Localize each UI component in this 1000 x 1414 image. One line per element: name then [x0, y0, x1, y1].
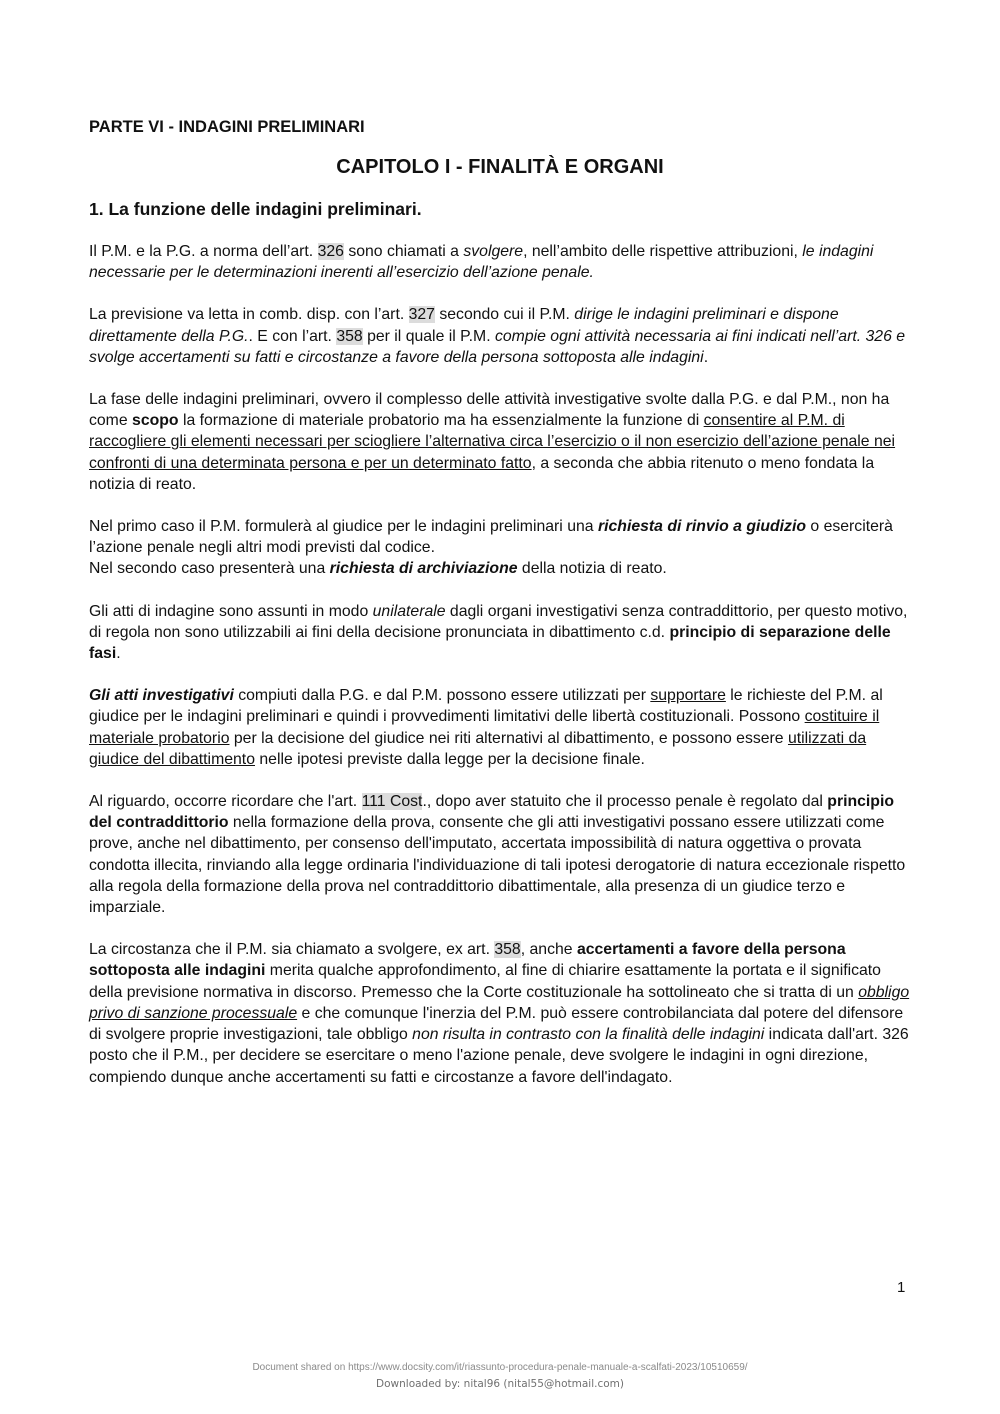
- text: nella formazione della prova, consente che gli atti investigativi possano essere utilizzati come prove, anche nel dibattimento, per consenso dell'imputato, accertata impossibilità di natura oggettiva o provata condotta illecita, rinviando alla legge ordinaria l'individuazione di tali ipotesi derogatorie di natura eccezionale rispetto alla regola della formazione della prova nel contraddittorio dibattimentale, alla presenza di un giudice terzo e imparziale.: [89, 814, 906, 917]
- underlined-text: costituire il materiale probatorio: [89, 708, 880, 747]
- text: , nell’ambito delle rispettive attribuzioni,: [523, 243, 803, 260]
- italic-text: non risulta in contrasto con la finalità delle indagini: [412, 1026, 765, 1044]
- paragraph-9: [89, 939, 911, 1087]
- part-heading: PARTE VI - INDAGINI PRELIMINARI: [89, 118, 365, 136]
- bold-italic-text: Gli atti investigativi: [89, 687, 234, 705]
- paragraph-8: [89, 791, 911, 918]
- text: .: [703, 348, 709, 366]
- bold-text: accertamenti a favore della persona sottoposta alle indagini: [89, 941, 846, 980]
- bold-italic-text: richiesta di rinvio a giudizio: [597, 518, 806, 536]
- text: la formazione di materiale probatorio ma ha essenzialmente la funzione di: [178, 412, 704, 430]
- text: . E con l’art.: [248, 327, 337, 345]
- text: per il quale il P.M.: [362, 327, 495, 345]
- text: Al riguardo, occorre ricordare che l'art.: [89, 793, 362, 811]
- paragraph-6: [89, 601, 911, 665]
- italic-text: unilaterale: [372, 602, 446, 620]
- text: La circostanza che il P.M. sia chiamato a svolgere, ex art.: [89, 941, 495, 959]
- chapter-heading: CAPITOLO I - FINALITÀ E ORGANI: [336, 156, 664, 178]
- text: Gli atti di indagine sono assunti in modo: [89, 602, 373, 620]
- paragraph-2: [89, 304, 911, 368]
- footer-shared-link: Document shared on https://www.docsity.com/it/riassunto-procedura-penale-manuale-a-scalfati-2023/10510659/: [252, 1362, 748, 1373]
- text: , a seconda che abbia ritenuto o meno fondata la notizia di reato.: [89, 454, 875, 493]
- article-ref-358: 358: [494, 941, 521, 959]
- text: le richieste del P.M. al giudice per le indagini preliminari e quindi i provvedimenti limitativi delle libertà costituzionali. Possono: [89, 687, 883, 726]
- bold-text: scopo: [132, 412, 179, 430]
- article-ref-358: 358: [336, 327, 363, 345]
- text: per la decisione del giudice nei riti alternativi al dibattimento, e possono essere: [229, 729, 788, 747]
- document-page: [89, 118, 911, 1109]
- text: La previsione va letta in comb. disp. con l’art.: [89, 306, 409, 324]
- underlined-text: consentire al P.M. di raccogliere gli elementi necessari per sciogliere l’alternativa circa l’esercizio o il non esercizio dell’azione penale nei confronti di una determinata persona e per un determinato fatto: [89, 412, 896, 472]
- italic-text: le indagini necessarie per le determinazioni inerenti all’esercizio dell’azione penale.: [89, 243, 874, 282]
- bold-text: principio del contraddittorio: [89, 793, 894, 832]
- footer-downloaded-by: Downloaded by: nital96 (nital55@hotmail.com): [376, 1378, 624, 1390]
- text: sono chiamati a: [343, 243, 464, 260]
- article-ref-326: 326: [317, 243, 344, 260]
- italic-text: compie ogni attività necessaria ai fini indicati nell’art. 326 e svolge accertamenti su fatti e circostanze a favore della persona sottoposta alle indagini: [89, 327, 906, 366]
- paragraph-3: [89, 389, 911, 495]
- text: indicata dall'art. 326 posto che il P.M., per decidere se esercitare o meno l'azione penale, deve svolgere le indagini in ogni direzione, compiendo dunque anche accertamenti su fatti e circostanze a favore dell'indagato.: [89, 1026, 909, 1086]
- paragraph-7: [89, 685, 911, 770]
- paragraph-1: [89, 241, 911, 283]
- article-ref-111-cost: 111 Cost: [361, 793, 423, 811]
- text: secondo cui il P.M.: [434, 306, 575, 324]
- paragraph-5: [89, 558, 911, 579]
- page-number: 1: [897, 1279, 906, 1296]
- text: e che comunque l'inerzia del P.M. può essere controbilanciata dal potere del difensore di svolgere proprie investigazioni, tale obbligo: [89, 1004, 904, 1044]
- paragraph-4: [89, 516, 911, 558]
- text: o eserciterà l’azione penale negli altri modi previsti dal codice.: [89, 518, 893, 557]
- article-ref-327: 327: [408, 306, 435, 324]
- text: dagli organi investigativi senza contraddittorio, per questo motivo, di regola non sono utilizzabili ai fini della decisione pronunciata in dibattimento c.d.: [89, 602, 908, 641]
- bold-text: principio di separazione delle fasi: [89, 623, 891, 663]
- text: La fase delle indagini preliminari, ovvero il complesso delle attività investigative svolte dalla P.G. e dal P.M., non ha come: [89, 391, 890, 430]
- underlined-text: supportare: [650, 687, 726, 705]
- bold-italic-text: richiesta di archiviazione: [329, 560, 518, 578]
- text: , anche: [520, 941, 577, 959]
- underlined-text: utilizzati da giudice del dibattimento: [89, 729, 867, 768]
- text: della notizia di reato.: [517, 560, 667, 578]
- text: merita qualche approfondimento, al fine di chiarire esattamente la portata e il significato della previsione normativa in discorso. Premesso che la Corte costituzionale ha sottolineato che si tratta di un: [89, 962, 881, 1001]
- text: .: [116, 645, 121, 663]
- text: Nel secondo caso presenterà una: [89, 560, 330, 578]
- text: ., dopo aver statuito che il processo penale è regolato dal: [422, 793, 828, 811]
- underlined-italic-text: obbligo privo di sanzione processuale: [89, 983, 910, 1022]
- text: compiuti dalla P.G. e dal P.M. possono essere utilizzati per: [233, 687, 651, 705]
- section-heading: 1. La funzione delle indagini preliminari.: [89, 199, 422, 219]
- italic-text: svolgere: [463, 243, 524, 260]
- text: Nel primo caso il P.M. formulerà al giudice per le indagini preliminari una: [89, 518, 598, 536]
- italic-text: dirige le indagini preliminari e dispone direttamente della P.G.: [89, 306, 839, 345]
- text: nelle ipotesi previste dalla legge per la decisione finale.: [254, 750, 645, 768]
- text: Il P.M. e la P.G. a norma dell’art.: [89, 243, 318, 260]
